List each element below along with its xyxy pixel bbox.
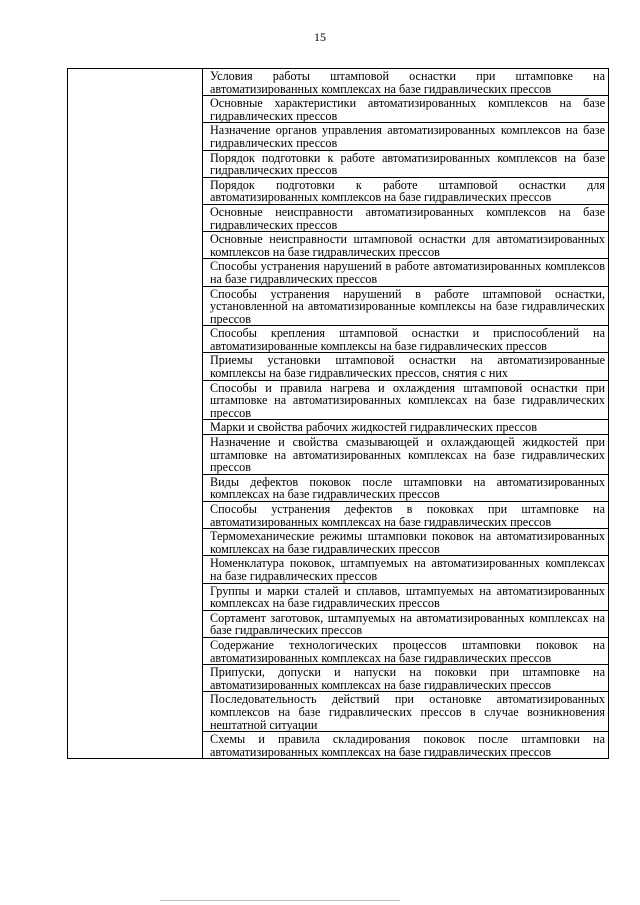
table-row: Приемы установки штамповой оснастки на автоматизированные комплексы на базе гидравлических прессов, снятия с них	[203, 353, 608, 380]
table-left-cell	[68, 69, 203, 758]
table-row: Назначение и свойства смазывающей и охлаждающей жидкостей при штамповке на автоматизированных комплексах на базе гидравлических прессов	[203, 435, 608, 475]
bottom-divider	[160, 900, 400, 901]
table-row: Назначение органов управления автоматизированных комплексов на базе гидравлических прессов	[203, 123, 608, 150]
table-row: Марки и свойства рабочих жидкостей гидравлических прессов	[203, 420, 608, 435]
table-rows	[203, 69, 608, 758]
table-row: Способы устранения дефектов в поковках при штамповке на автоматизированных комплексах на базе гидравлических прессов	[203, 502, 608, 529]
table-row: Последовательность действий при остановке автоматизированных комплексов на базе гидравлических прессов в случае возникновения нештатной ситуации	[203, 692, 608, 732]
table-row: Сортамент заготовок, штампуемых на автоматизированных комплексах на базе гидравлических прессов	[203, 611, 608, 638]
table-row: Порядок подготовки к работе автоматизированных комплексов на базе гидравлических прессов	[203, 151, 608, 178]
table-row: Условия работы штамповой оснастки при штамповке на автоматизированных комплексах на базе гидравлических прессов	[203, 69, 608, 96]
table-row: Основные неисправности штамповой оснастки для автоматизированных комплексов на базе гидравлических прессов	[203, 232, 608, 259]
page-number: 15	[314, 30, 326, 44]
table-row: Основные характеристики автоматизированных комплексов на базе гидравлических прессов	[203, 96, 608, 123]
table-row: Группы и марки сталей и сплавов, штампуемых на автоматизированных комплексах на базе гидравлических прессов	[203, 584, 608, 611]
table-row: Порядок подготовки к работе штамповой оснастки для автоматизированных комплексов на базе гидравлических прессов	[203, 178, 608, 205]
table-row: Термомеханические режимы штамповки поковок на автоматизированных комплексах на базе гидравлических прессов	[203, 529, 608, 556]
table-row: Способы крепления штамповой оснастки и приспособлений на автоматизированные комплексы на базе гидравлических прессов	[203, 326, 608, 353]
table-row: Схемы и правила складирования поковок после штамповки на автоматизированных комплексах на базе гидравлических прессов	[210, 732, 605, 759]
table-row: Основные неисправности автоматизированных комплексов на базе гидравлических прессов	[203, 205, 608, 232]
table-row: Содержание технологических процессов штамповки поковок на автоматизированных комплексах на базе гидравлических прессов	[203, 638, 608, 665]
table-row: Припуски, допуски и напуски на поковки при штамповке на автоматизированных комплексах на базе гидравлических прессов	[203, 665, 608, 692]
table-row: Виды дефектов поковок после штамповки на автоматизированных комплексах на базе гидравлических прессов	[203, 475, 608, 502]
table-row: Способы устранения нарушений в работе штамповой оснастки, установленной на автоматизированные комплексы на базе гидравлических прессов	[203, 287, 608, 327]
knowledge-table	[67, 68, 609, 759]
table-row: Способы устранения нарушений в работе автоматизированных комплексов на базе гидравлических прессов	[203, 259, 608, 286]
table-row: Способы и правила нагрева и охлаждения штамповой оснастки при штамповке на автоматизированных комплексах на базе гидравлических прессов	[203, 381, 608, 421]
table-row: Номенклатура поковок, штампуемых на автоматизированных комплексах на базе гидравлических прессов	[203, 556, 608, 583]
